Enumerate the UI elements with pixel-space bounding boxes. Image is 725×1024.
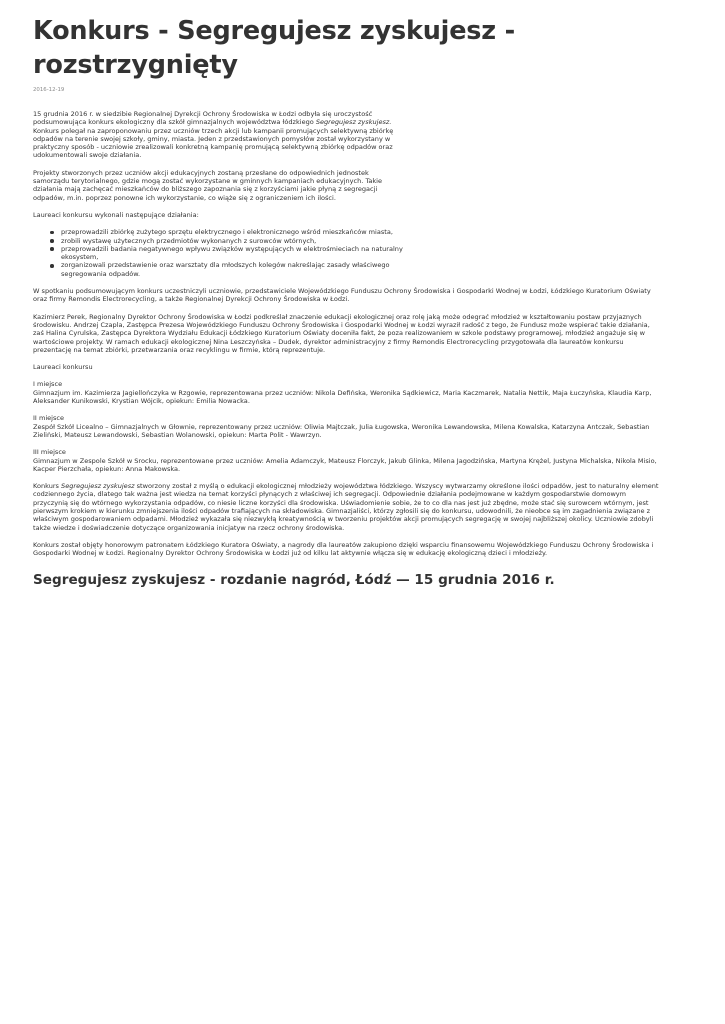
intro-paragraph-1: 15 grudnia 2016 r. w siedzibie Regionalnej Dyrekcji Ochrony Środowiska w Łodzi odbyła się uroczystość podsumowująca konkurs ekologiczny dla szkół gimnazjalnych województwa łódzkiego Segregujesz zyskujesz. Konkurs polegał na zaproponowaniu przez uczniów trzech akcji lub kampanii promujących selektywną zbiórkę odpadów na terenie swojej szkoły, gminy, miasta. Jeden z przedstawionych pomysłów został wykorzystany w praktyczny sposób - uczniowie zrealizowali konkretną kampanię promującą selektywną zbiórkę odpadów oraz udokumentowali swoje działania. — [33, 110, 394, 160]
speakers-paragraph: Kazimierz Perek, Regionalny Dyrektor Ochrony Środowiska w Łodzi podkreślał znaczenie edukacji ekologicznej oraz rolę jaką może odegrać młodzież w kształtowaniu postaw przyjaznych środowisku. Andrzej Czapla, Zastępca Prezesa Wojewódzkiego Funduszu Ochrony Środowiska i Gospodarki Wodnej w Łodzi wyraził radość z tego, że Fundusz może wspierać takie działania, zaś Halina Cyrulska, Zastępca Dyrektora Wydziału Edukacji Łódzkiego Kuratorium Oświaty doceniła fakt, że poza realizowaniem w szkole podstawy programowej, młodzież angażuje się w wartościowe projekty. W ramach edukacji ekologicznej Nina Leszczyńska – Dudek, dyrektor administracyjny z firmy Remondis Electrorecycling przygotowała dla laureatów konkursu prezentację na temat zbiórki, przetwarzania oraz recyklingu w firmie, którą reprezentuje. — [33, 312, 650, 354]
first-place — [33, 380, 659, 405]
article-title: Konkurs - Segregujesz zyskujesz - rozstrzygnięty — [33, 16, 515, 80]
laureates-intro: Laureaci konkursu wykonali następujące działania: — [33, 210, 199, 219]
patronage-paragraph: Konkurs został objęty honorowym patronatem Łódzkiego Kuratora Oświaty, a nagrody dla laureatów zakupiono dzięki wsparciu finansowemu Wojewódzkiego Funduszu Ochrony Środowiska i Gospodarki Wodnej w Łodzi. Regionalny Dyrektor Ochrony Środowiska w Łodzi już od kilku lat aktywnie włącza się w edukację ekologiczną dzieci i młodzieży. — [33, 540, 654, 558]
intro-section — [33, 110, 398, 219]
list-item: przeprowadzili badania negatywnego wpływu związków występujących w elektrośmieciach na naturalny ekosystem, — [61, 245, 405, 262]
article-body — [33, 110, 659, 557]
place-label: III miejsce — [33, 448, 66, 457]
article — [33, 14, 659, 589]
laureates-heading: Laureaci konkursu — [33, 363, 93, 372]
place-text: Zespół Szkół Licealno – Gimnazjalnych w Głownie, reprezentowany przez uczniów: Oliwia Majtczak, Julia Ługowska, Weronika Lewandowska, Milena Kowalska, Katarzyna Antczak, Sebastian Zieliński, Mateusz Lewandowski, Sebastian Wolanowski, opiekun: Marta Polit - Wawrzyn. — [33, 422, 650, 439]
contest-name: Segregujesz zyskujesz. — [315, 118, 392, 127]
place-label: I miejsce — [33, 380, 63, 389]
place-text: Gimnazjum im. Kazimierza Jagiellończyka w Rzgowie, reprezentowana przez uczniów: Nikola Defińska, Weronika Sądkiewicz, Maria Kaczmarek, Natalia Nettik, Maja Łuczyńska, Klaudia Karp, Aleksander Kunikowski, Krystian Wójcik, opiekun: Emilia Nowacka. — [33, 388, 652, 406]
list-item: przeprowadzili zbiórkę zużytego sprzętu elektrycznego i elektronicznego wśród mieszkańców miasta, — [61, 228, 405, 236]
second-place — [33, 414, 659, 439]
place-label: II miejsce — [33, 414, 65, 423]
third-place — [33, 448, 659, 473]
meeting-paragraph: W spotkaniu podsumowującym konkurs uczestniczyli uczniowie, przedstawiciele Wojewódzkiego Funduszu Ochrony Środowiska i Gospodarki Wodnej w Łodzi, Łódzkiego Kuratorium Oświaty oraz firmy Remondis Electrorecycling, a także Regionalnej Dyrekcji Ochrony Środowiska w Łodzi. — [33, 287, 651, 304]
list-item: zrobili wystawę użytecznych przedmiotów wykonanych z surowców wtórnych, — [61, 237, 405, 245]
intro-paragraph-2: Projekty stworzonych przez uczniów akcji edukacyjnych zostaną przesłane do odpowiednich jednostek samorządu terytorialnego, gdzie mogą zostać wykorzystane w gminnych kampaniach edukacyjnych. Takie działania mają zachęcać mieszkańców do bliższego zapoznania się z korzyściami jakie płyną z segregacji odpadów, m.in. poprzez ponowne ich wykorzystanie, co wiąże się z ograniczeniem ich ilości. — [33, 168, 383, 202]
place-text: Gimnazjum w Zespole Szkół w Srocku, reprezentowane przez uczniów: Amelia Adamczyk, Mateusz Florczyk, Jakub Glinka, Milena Jagodzińska, Martyna Krężel, Justyna Michalska, Nikola Misio, Kacper Pierzchała, opiekun: Anna Makowska. — [33, 456, 657, 473]
contest-name: Segregujesz zyskujesz — [61, 482, 135, 491]
list-item: zorganizowali przedstawienie oraz warsztaty dla młodszych kolegów nakreślając zasady właściwego segregowania odpadów. — [61, 261, 405, 278]
actions-list — [33, 228, 405, 278]
summary-paragraph: Konkurs Segregujesz zyskujesz stworzony został z myślą o edukacji ekologicznej młodzieży województwa łódzkiego. Wszyscy wytwarzamy określone ilości odpadów, jest to naturalny element codziennego życia, dlatego tak ważna jest wiedza na temat korzyści płynących z właściwej ich segregacji. Odpowiednie działania podejmowane w każdym gospodarstwie domowym przyczynią się do wtórnego wykorzystania odpadów, co niesie liczne korzyści dla środowiska. Uświadomienie sobie, że to co dla nas jest już zbędne, może stać się surowcem wtórnym, jest pierwszym krokiem w kierunku zmniejszenia ilości odpadów trafiających na składowiska. Gimnazjaliści, którzy zgłosili się do konkursu, udowodnili, że nieobce są im zagadnienia związane z właściwym gospodarowaniem odpadami. Młodzież wykazała się niezwykłą kreatywnością w tworzeniu projektów akcji promujących segregację w swojej najbliższej okolicy. Uczniowie zdobyli także wiedze i doświadczenie dotyczące organizowania inicjatyw na rzecz ochrony środowiska. — [33, 482, 659, 532]
gallery-title: Segregujesz zyskujesz - rozdanie nagród, Łódź — 15 grudnia 2016 r. — [33, 572, 555, 589]
article-date: 2016-12-19 — [33, 87, 65, 93]
